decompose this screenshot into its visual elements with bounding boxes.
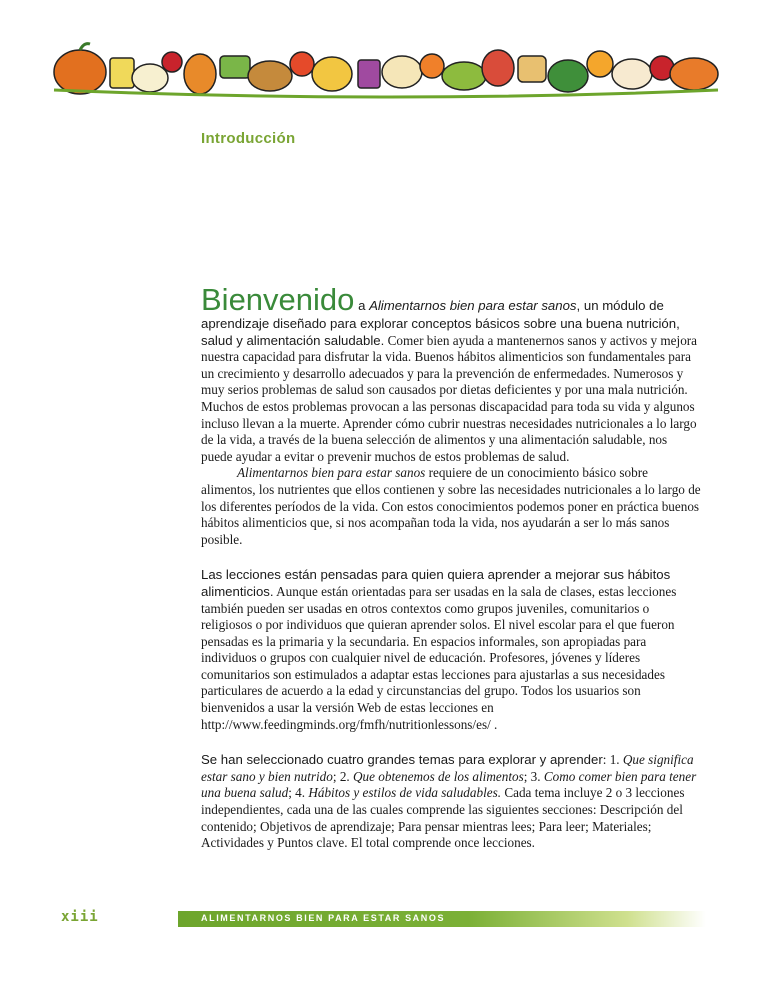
body-text [201, 284, 701, 852]
page-footer [0, 905, 768, 927]
bienvenido-heading: Bienvenido [201, 282, 355, 317]
section-title: Introducción [201, 130, 296, 147]
paragraph-2: Alimentarnos bien para estar sanos requiere de un conocimiento básico sobre alimentos, los nutrientes que ellos contienen y sobre las necesidades nutricionales a lo largo de los diferentes períodos de la vida. Con estos conocimientos podemos poner en práctica buenos hábitos alimenticios que, si nos acompañan toda la vida, nos ayudarán a ser lo más sanos posible. [201, 465, 701, 547]
page-number: xiii [61, 909, 99, 925]
intro-body: Comer bien ayuda a mantenernos sanos y activos y mejora nuestra capacidad para disfrutar la vida. Buenos hábitos alimenticios son fundamentales para un crecimiento y desarrollo adecuados y para la prevención de enfermedades. Numerosos y muy serios problemas de salud son causados por dietas deficientes y por una mala nutrición. Muchos de estos problemas provocan a las personas discapacidad para toda su vida y algunos incluso llevan a la muerte. Aprender cómo cubrir nuestras necesidades nutricionales a lo largo de la vida, a través de la buena selección de alimentos y una alimentación saludable, nos puede ayudar a evitar o prevenir muchos de estos problemas de salud. [201, 332, 698, 464]
food-illustration-banner [40, 28, 732, 110]
intro-lead: a Alimentarnos bien para estar sanos, un módulo de aprendizaje diseñado para explorar conceptos básicos sobre una buena nutrición, salud y alimentación saludable. [201, 298, 680, 348]
footer-title: ALIMENTARNOS BIEN PARA ESTAR SANOS [201, 913, 446, 923]
paragraph-3: Las lecciones están pensadas para quien quiera aprender a mejorar sus hábitos alimenticios. Aunque están orientadas para ser usadas en la sala de clases, estas lecciones también pueden ser usadas en otros contextos como grupos juveniles, comunitarios o religiosos o por individuos que quieran aprender solos. El nivel escolar para el que fueron pensadas es la primaria y la secundaria. En espacios informales, son apropiadas para individuos o grupos con cualquier nivel de educación. Profesores, jóvenes y líderes comunitarios son estimulados a adaptar estas lecciones para ajustarlas a sus necesidades particulares de acuerdo a la edad y circunstancias del grupo. Todos los usuarios son bienvenidos a usar la versión Web de estas lecciones en http://www.feedingminds.org/fmfh/nutritionlessons/es/ . [201, 567, 677, 732]
intro-paragraph [201, 284, 701, 465]
paragraph-4: Se han seleccionado cuatro grandes temas para explorar y aprender: 1. Que significa estar sano y bien nutrido; 2. Que obtenemos de los alimentos; 3. Como comer bien para tener una buena salud; 4. Hábitos y estilos de vida saludables. Cada tema incluye 2 o 3 lecciones independientes, cada una de las cuales comprende las siguientes secciones: Descripción del contenido; Objetivos de aprendizaje; Para pensar mientras lees; Para leer; Materiales; Actividades y Puntos clave. El total comprende once lecciones. [201, 752, 697, 851]
